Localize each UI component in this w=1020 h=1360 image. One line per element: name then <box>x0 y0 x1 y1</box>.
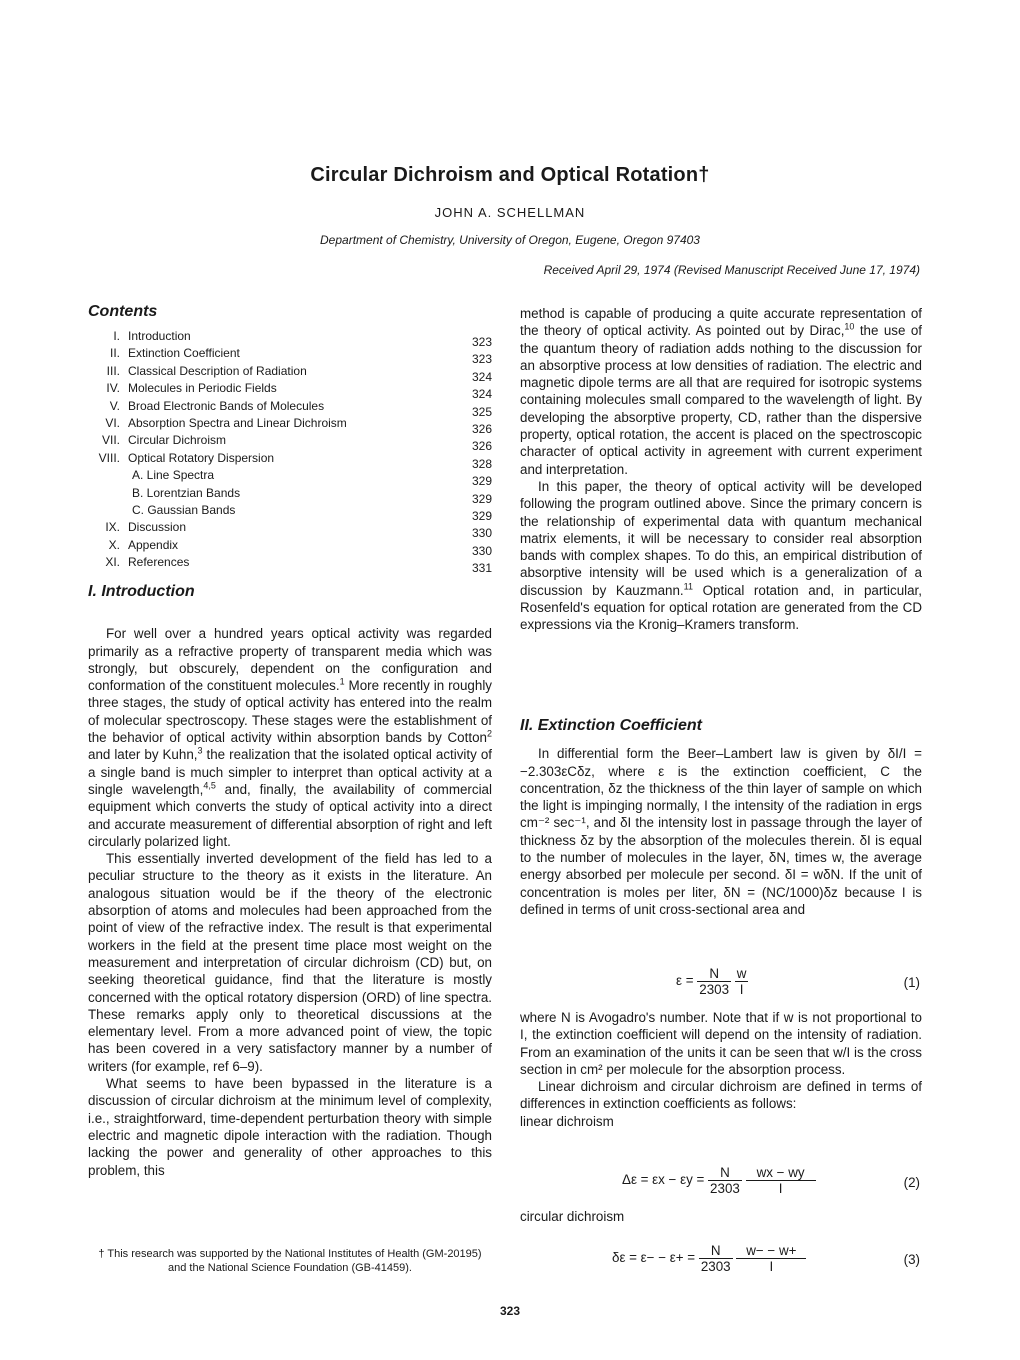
toc-entry-page: 324 <box>471 387 492 402</box>
introduction-section <box>88 583 492 1179</box>
equation-3: δε = ε− − ε+ = $\frac{N}{2303}$ $\frac{w- - w+}{I}$ <box>612 1243 806 1274</box>
table-of-contents <box>88 328 492 576</box>
toc-entry-label: C. Gaussian Bands <box>132 502 236 517</box>
toc-entry-label: Broad Electronic Bands of Molecules <box>128 398 325 413</box>
toc-entry-number: VIII. <box>98 450 120 465</box>
toc-entry <box>88 450 492 471</box>
contents-heading: Contents <box>88 303 158 320</box>
beer-lambert-paragraph: In differential form the Beer–Lambert law is given by δI/I = −2.303εCδz, where ε is the extinction coefficient, C the concentration, δz the thickness of the thin layer of sample on which the light is impinging normally, I the intensity of the radiation in ergs cm⁻² sec⁻¹, and δI the intensity lost in passage through the layer of thickness δz by the absorption of the molecules therein. δI is equal to the number of molecules in the layer, δN, times w, the average energy absorbed per molecule per second. δI = wδN. If the unit of concentration is moles per liter, δN = (NC/1000)δz because I is defined in terms of unit cross-sectional area and <box>520 746 922 917</box>
equation-2-number: (2) <box>903 1175 920 1190</box>
intro-paragraph-3: What seems to have been bypassed in the literature is a discussion of circular dichroism at the minimum level of complexity, i.e., straightforward, time-dependent perturbation theory with simple electric and magnetic dipole interaction with the radiation. Though lacking the power and generality of other approaches to this problem, this <box>88 1076 492 1178</box>
toc-entry <box>88 519 492 541</box>
toc-entry-page: 324 <box>471 369 492 384</box>
extinction-continued <box>520 1009 922 1130</box>
toc-entry-page: 328 <box>471 456 492 471</box>
toc-entry-label: Molecules in Periodic Fields <box>128 381 277 396</box>
toc-entry <box>88 485 492 506</box>
toc-entry-label: Classical Description of Radiation <box>128 363 307 378</box>
circular-dichroism-label-block <box>520 1208 922 1225</box>
footnote: † This research was supported by the National Institutes of Health (GM-20195) and the National Science Foundation (GB-41459). <box>98 1248 482 1274</box>
right-column-text <box>520 305 922 634</box>
toc-entry <box>88 502 492 523</box>
toc-entry <box>88 432 492 454</box>
toc-entry-page: 325 <box>471 404 492 419</box>
extinction-coefficient-heading: II. Extinction Coefficient <box>520 717 702 734</box>
toc-entry-number: V. <box>109 398 120 413</box>
avogadro-paragraph: where N is Avogadro's number. Note that if w is not proportional to I, the extinction coefficient will depend on the intensity of radiation. From an examination of the units it can be seen that w/I is the cross section in cm² per molecule for the absorption process. <box>520 1010 922 1077</box>
toc-entry-page: 329 <box>471 491 492 506</box>
toc-entry-page: 326 <box>471 439 492 454</box>
toc-entry-page: 323 <box>471 352 492 367</box>
toc-entry-number: I. <box>113 329 120 343</box>
toc-entry-page: 329 <box>471 508 492 523</box>
toc-entry-page: 323 <box>471 335 492 349</box>
equation-3-number: (3) <box>903 1252 920 1267</box>
toc-entry-number: IX. <box>105 520 120 535</box>
toc-entry <box>88 398 492 419</box>
extinction-coefficient-section <box>520 717 922 918</box>
toc-entry-number: IV. <box>106 381 120 396</box>
toc-entry <box>88 345 492 367</box>
intro-paragraph-1: For well over a hundred years optical activity was regarded primarily as a refractive property of transparent media which was strongly, but obscurely, dependent on the configuration and conformation of the constituent molecules.$^1$ More recently in roughly three stages, the study of optical activity has entered into the realm of molecular spectroscopy. These stages were the establishment of the behavior of optical activity within absorption bands by Cotton$^2$ and later by Kuhn,$^3$ the realization that the isolated optical activity of a single band is much simpler to interpret than optical activity at a single wavelength,$^{4,5}$ and, finally, the availability of commercial equipment which converts the study of optical activity into a direct and accurate measurement of differential absorption of right and left circularly polarized light. <box>88 626 492 849</box>
toc-entry-number: XI. <box>105 555 120 570</box>
toc-entry-label: References <box>128 555 190 570</box>
received-date: Received April 29, 1974 (Revised Manuscript Received June 17, 1974) <box>543 263 920 277</box>
toc-entry-number: III. <box>106 363 120 378</box>
toc-entry-page: 326 <box>471 421 492 436</box>
toc-entry-label: Circular Dichroism <box>128 433 227 448</box>
toc-entry-label: Absorption Spectra and Linear Dichroism <box>128 415 347 430</box>
dichroism-definition-paragraph: Linear dichroism and circular dichroism are defined in terms of differences in extinction coefficients as follows: <box>520 1079 922 1112</box>
toc-entry-page: 331 <box>471 561 492 576</box>
toc-entry <box>88 380 492 402</box>
toc-entry-page: 329 <box>471 474 492 489</box>
toc-entry-label: Introduction <box>128 329 191 343</box>
introduction-heading: I. Introduction <box>88 583 195 600</box>
toc-entry-label: Appendix <box>128 537 179 552</box>
article-title: Circular Dichroism and Optical Rotation† <box>310 164 710 186</box>
toc-entry <box>88 363 492 384</box>
toc-entry <box>88 537 492 558</box>
toc-entry-page: 330 <box>471 526 492 541</box>
toc-entry-label: Optical Rotatory Dispersion <box>128 450 275 465</box>
author-name: JOHN A. SCHELLMAN <box>434 205 586 220</box>
toc-entry-number: VII. <box>101 433 120 448</box>
equation-1-number: (1) <box>903 975 920 990</box>
page-number: 323 <box>499 1304 521 1318</box>
toc-entry <box>88 467 492 489</box>
toc-entry-label: A. Line Spectra <box>132 468 215 483</box>
toc-entry <box>88 415 492 436</box>
toc-entry-label: Discussion <box>128 520 187 535</box>
equation-1: ε = $\frac{N}{2303}$ $\frac{w}{I}$ <box>676 966 747 997</box>
author-affiliation: Department of Chemistry, University of Oregon, Eugene, Oregon 97403 <box>320 233 700 247</box>
toc-entry-label: B. Lorentzian Bands <box>132 485 241 500</box>
toc-entry-page: 330 <box>471 543 492 558</box>
intro-paragraph-2: This essentially inverted development of the field has led to a peculiar structure to the theory as it exists in the literature. An analogous situation would be if the theory of the electronic absorption of atoms and molecules had been approached from the point of view of the refractive index. The result is that experimental workers in the field at the present time place most weight on the measurement and interpretation of circular dichroism (CD) but, on seeking theoretical guidance, find that the literature is mostly concerned with the optical rotatory dispersion (ORD) of line spectra. These remarks apply only to theoretical discussions at the elementary level. From a more advanced point of view, the topic has been covered in a very satisfactory manner by a number of writers (for example, ref 6–9). <box>88 851 492 1074</box>
toc-entry <box>88 328 492 349</box>
equation-2: Δε = εx − εy = $\frac{N}{2303}$ $\frac{wx - wy}{I}$ <box>622 1165 816 1196</box>
circular-dichroism-label: circular dichroism <box>520 1209 625 1224</box>
toc-entry-number: VI. <box>105 415 120 430</box>
linear-dichroism-label: linear dichroism <box>520 1113 614 1129</box>
toc-entry-number: X. <box>108 537 120 552</box>
toc-entry-label: Extinction Coefficient <box>128 346 240 361</box>
toc-entry-number: II. <box>109 346 120 361</box>
toc-entry <box>88 554 492 576</box>
right-paragraph-2: In this paper, the theory of optical activity will be developed following the program outlined above. Since the primary concern is the relationship of experimental data with quantum mechanical matrix elements, it will be necessary to consider real absorption bands with complex shapes. To do this, an empirical distribution of absorptive intensity will be used which is a generalization of a discussion by Kauzmann.$^{11}$ Optical rotation and, in particular, Rosenfeld's equation for optical rotation are generated from the CD expressions via the Kronig–Kramers transform. <box>520 478 922 633</box>
right-paragraph-1: method is capable of producing a quite accurate representation of the theory of optical activity. As pointed out by Dirac,$^{10}$ the use of the quantum theory of radiation adds nothing to the discussion for an absorptive process at low densities of radiation. The electric and magnetic dipole terms are all that are required for isotropic systems containing molecules small compared to the wavelength of light. By developing the absorptive property, CD, rather than the dispersive property, optical rotation, the accent is placed on the spectroscopic character of optical activity in agreement with current experiment and interpretation. <box>520 306 922 477</box>
